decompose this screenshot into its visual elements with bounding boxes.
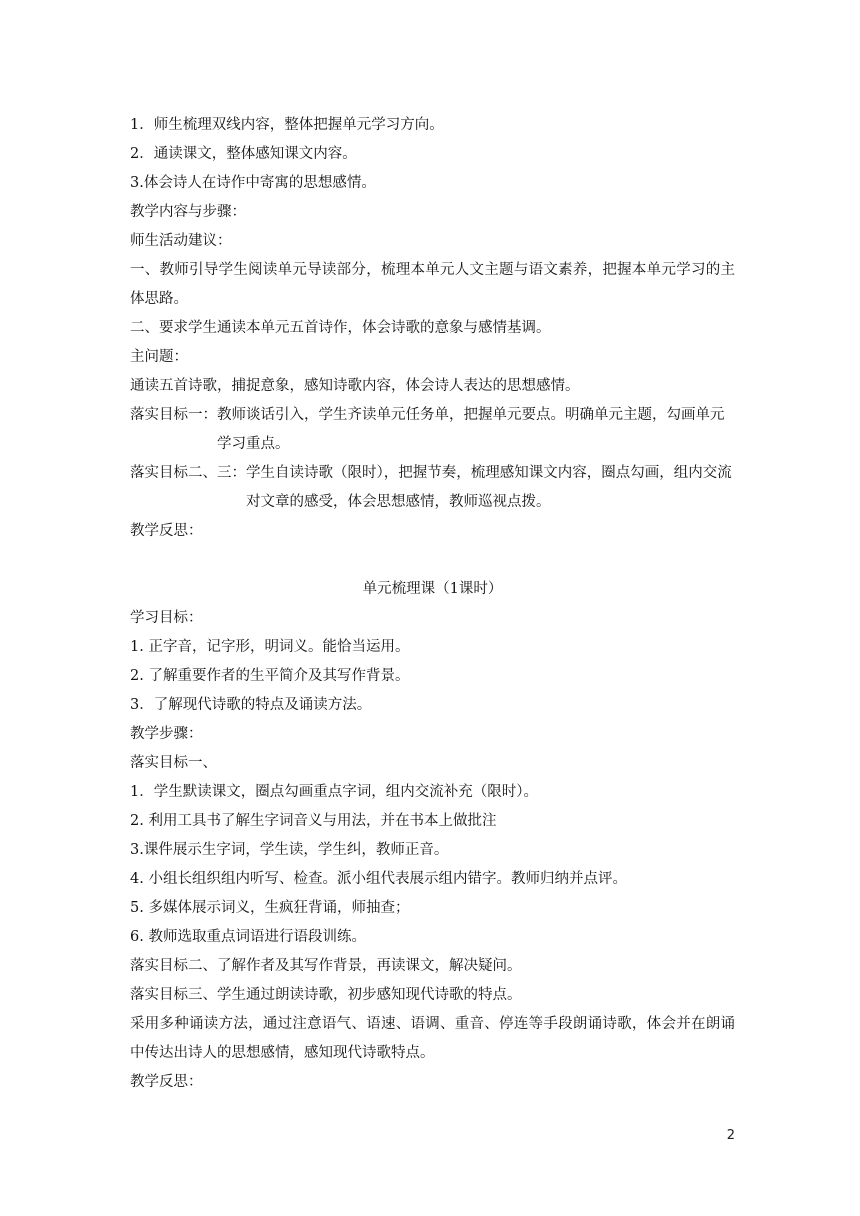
goal-3: 3.体会诗人在诗作中寄寓的思想感情。 — [130, 175, 376, 191]
page-number: 2 — [726, 1128, 735, 1143]
target-1-label: 落实目标一： — [130, 407, 217, 423]
section-title: 单元梳理课（1课时） — [362, 581, 503, 597]
page-body — [130, 111, 735, 1097]
step-2: 2. 利用工具书了解生字词音义与用法，并在书本上做批注 — [130, 813, 497, 829]
target-23-label: 落实目标二、三： — [130, 465, 246, 481]
target-2: 落实目标二、了解作者及其写作背景，再读课文，解决疑问。 — [130, 958, 522, 974]
target-23-text: 学生自读诗歌（限时），把握节奏，梳理感知课文内容，圈点勾画，组内交流对文章的感受，体会思想感情，教师巡视点拨。 — [246, 465, 732, 510]
goal-2-3: 3．了解现代诗歌的特点及诵读方法。 — [130, 697, 372, 713]
main-question: 通读五首诗歌，捕捉意象，感知诗歌内容，体会诗人表达的思想感情。 — [130, 378, 580, 394]
activity-2: 二、要求学生通读本单元五首诗作，体会诗歌的意象与感情基调。 — [130, 320, 551, 336]
method-paragraph: 采用多种诵读方法，通过注意语气、语速、语调、重音、停连等手段朗诵诗歌，体会并在朗诵中传达出诗人的思想感情，感知现代诗歌特点。 — [130, 1016, 735, 1061]
step-3: 3.课件展示生字词，学生读，学生纠，教师正音。 — [130, 842, 449, 858]
goal-2: 2．通读课文，整体感知课文内容。 — [130, 146, 357, 162]
step-1: 1．学生默读课文，圈点勾画重点字词，组内交流补充（限时）。 — [130, 784, 538, 800]
goals-heading: 学习目标： — [130, 610, 203, 626]
target-23-paragraph — [130, 459, 735, 517]
target-3: 落实目标三、学生通过朗读诗歌，初步感知现代诗歌的特点。 — [130, 987, 522, 1003]
step-6: 6. 教师选取重点词语进行语段训练。 — [130, 929, 366, 945]
step-5: 5. 多媒体展示词义，生疯狂背诵，师抽查； — [130, 900, 410, 916]
activity-1: 一、教师引导学生阅读单元导读部分，梳理本单元人文主题与语文素养，把握本单元学习的主体思路。 — [130, 262, 735, 307]
activity-heading: 师生活动建议： — [130, 233, 232, 249]
step-4: 4. 小组长组织组内听写、检查。派小组代表展示组内错字。教师归纳并点评。 — [130, 871, 627, 887]
target-1-text: 教师谈话引入，学生齐读单元任务单，把握单元要点。明确单元主题，勾画单元学习重点。 — [217, 407, 725, 452]
goal-2-2: 2. 了解重要作者的生平简介及其写作背景。 — [130, 668, 410, 684]
steps-heading: 教学步骤： — [130, 726, 203, 742]
goal-2-1: 1. 正字音，记字形，明词义。能恰当运用。 — [130, 639, 410, 655]
reflection-2: 教学反思： — [130, 1074, 203, 1090]
content-heading: 教学内容与步骤： — [130, 204, 246, 220]
goal-1: 1．师生梳理双线内容，整体把握单元学习方向。 — [130, 117, 444, 133]
main-question-heading: 主问题： — [130, 349, 188, 365]
target-1-paragraph — [130, 401, 735, 459]
target-1-heading: 落实目标一、 — [130, 755, 217, 771]
section-gap — [130, 546, 735, 575]
reflection-1: 教学反思： — [130, 523, 203, 539]
